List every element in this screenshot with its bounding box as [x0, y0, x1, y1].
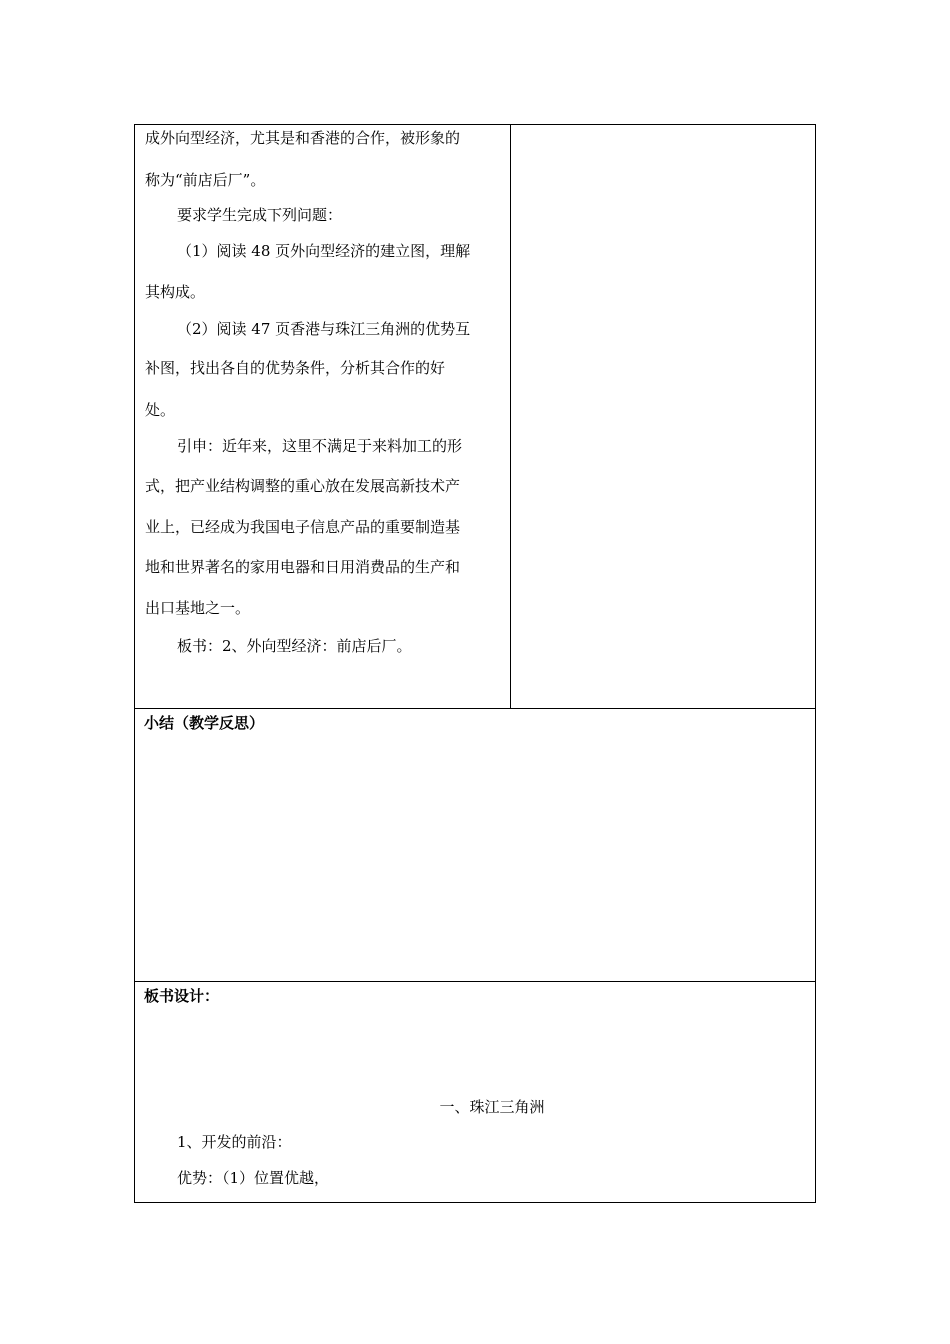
text-line: （1）阅读 48 页外向型经济的建立图，理解 [177, 242, 471, 260]
row-divider-board [134, 981, 816, 982]
board-center-title: 一、珠江三角洲 [439, 1098, 545, 1116]
text-line: 称为“前店后厂”。 [145, 171, 266, 189]
text-line: 式，把产业结构调整的重心放在发展高新技术产 [145, 477, 461, 495]
text-line: 板书：2、外向型经济：前店后厂。 [177, 637, 412, 655]
text-line: 处。 [145, 401, 176, 419]
summary-heading: 小结（教学反思） [144, 714, 265, 732]
text-line: 其构成。 [145, 283, 206, 301]
text-line: 补图，找出各自的优势条件，分析其合作的好 [145, 359, 446, 377]
text-line: 出口基地之一。 [145, 599, 251, 617]
text-line: 业上，已经成为我国电子信息产品的重要制造基 [145, 518, 461, 536]
text-line: 成外向型经济，尤其是和香港的合作，被形象的 [145, 129, 461, 147]
text-line: 引申：近年来，这里不满足于来料加工的形 [177, 437, 463, 455]
board-design-heading: 板书设计： [144, 987, 220, 1005]
row-divider-summary [134, 708, 816, 709]
upper-right-cell [511, 125, 815, 708]
text-line: 要求学生完成下列问题： [177, 206, 343, 224]
text-line: （2）阅读 47 页香港与珠江三角洲的优势互 [177, 320, 471, 338]
board-item-2: 优势：（1）位置优越， [177, 1169, 330, 1187]
board-item-1: 1、开发的前沿： [177, 1133, 292, 1151]
text-line: 地和世界著名的家用电器和日用消费品的生产和 [145, 558, 461, 576]
